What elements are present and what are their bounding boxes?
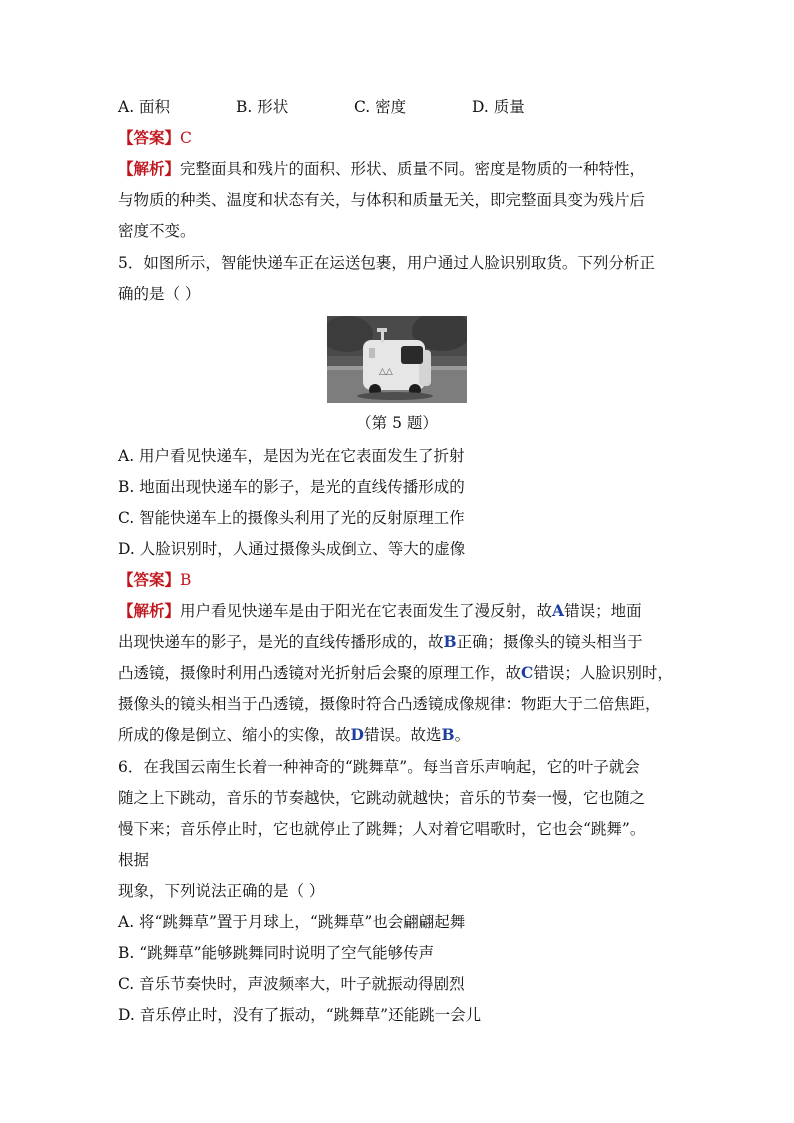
q5-stem-line-1: 5．如图所示，智能快递车正在运送包裹，用户通过人脸识别取货。下列分析正 [118,254,655,272]
q5-analysis-line-5 [118,725,470,745]
q6-option-b: B. “跳舞草”能够跳舞同时说明了空气能够传声 [118,944,435,962]
q6-option-d: D. 音乐停止时，没有了振动，“跳舞草”还能跳一会儿 [118,1006,482,1024]
delivery-vehicle-photo [327,316,467,403]
q6-stem-line-1: 6．在我国云南生长着一种神奇的“跳舞草”。每当音乐声响起，它的叶子就会 [118,758,640,776]
answer-value: C [180,129,192,147]
analysis-text: 正确；摄像头的镜头相当于 [456,633,643,651]
analysis-text: 完整面具和残片的面积、形状、质量不同。密度是物质的一种特性， [180,160,646,178]
delivery-vehicle-image [327,316,467,403]
q5-option-a: A. 用户看见快递车，是因为光在它表面发生了折射 [118,447,465,465]
q4-option-c: C. 密度 [354,98,407,116]
q6-stem-line-5: 现象，下列说法正确的是（ ） [118,882,325,900]
q5-analysis-line-4: 摄像头的镜头相当于凸透镜，摄像时符合凸透镜成像规律：物距大于二倍焦距， [118,695,661,713]
q5-option-d: D. 人脸识别时，人通过摄像头成倒立、等大的虚像 [118,540,466,558]
analysis-text: 错误；地面 [564,602,642,620]
analysis-tag: 【解析】 [118,159,181,178]
q4-answer [118,128,192,148]
option-letter: A [552,601,565,620]
q5-analysis-line-1 [118,601,642,621]
analysis-text: 。 [454,726,471,744]
q5-option-c: C. 智能快递车上的摄像头利用了光的反射原理工作 [118,509,465,527]
analysis-text: 用户看见快递车是由于阳光在它表面发生了漫反射，故 [180,602,553,620]
q6-option-a: A. 将“跳舞草”置于月球上，“跳舞草”也会翩翩起舞 [118,913,466,931]
analysis-tag: 【解析】 [118,601,181,620]
q6-stem-line-3: 慢下来；音乐停止时，它也就停止了跳舞；人对着它唱歌时，它也会“跳舞”。 [118,820,646,838]
q5-answer [118,570,191,590]
figure-caption: （第 5 题） [356,414,438,432]
analysis-text: 错误；人脸识别时， [533,664,673,682]
q4-option-d: D. 质量 [472,98,525,116]
q5-option-b: B. 地面出现快递车的影子，是光的直线传播形成的 [118,478,465,496]
q4-analysis-line-2: 与物质的种类、温度和状态有关，与体积和质量无关，即完整面具变为残片后 [118,191,646,209]
q4-analysis-line-1 [118,159,645,179]
svg-text:△△: △△ [379,367,393,377]
option-letter: C [521,663,534,682]
analysis-text: 所成的像是倒立、缩小的实像，故 [118,726,351,744]
answer-tag: 【答案】 [118,570,181,589]
answer-value: B [180,571,192,589]
option-letter: B [441,725,455,744]
q5-stem-line-2: 确的是（ ） [118,285,201,303]
option-letter: B [443,632,457,651]
option-letter: D [350,725,364,744]
q4-option-b: B. 形状 [236,98,289,116]
analysis-text: 凸透镜，摄像时利用凸透镜对光折射后会聚的原理工作，故 [118,664,522,682]
q4-analysis-line-3: 密度不变。 [118,222,196,240]
q4-option-a: A. 面积 [118,98,171,116]
q6-stem-line-2: 随之上下跳动，音乐的节奏越快，它跳动就越快；音乐的节奏一慢，它也随之 [118,789,646,807]
q4-options [118,97,678,117]
analysis-text: 出现快递车的影子，是光的直线传播形成的，故 [118,633,444,651]
analysis-text: 错误。故选 [363,726,442,744]
q6-stem-line-4: 根据 [118,851,150,869]
answer-tag: 【答案】 [118,128,181,147]
q6-option-c: C. 音乐节奏快时，声波频率大，叶子就振动得剧烈 [118,975,465,993]
q5-analysis-line-2 [118,632,643,652]
q5-analysis-line-3 [118,663,673,683]
